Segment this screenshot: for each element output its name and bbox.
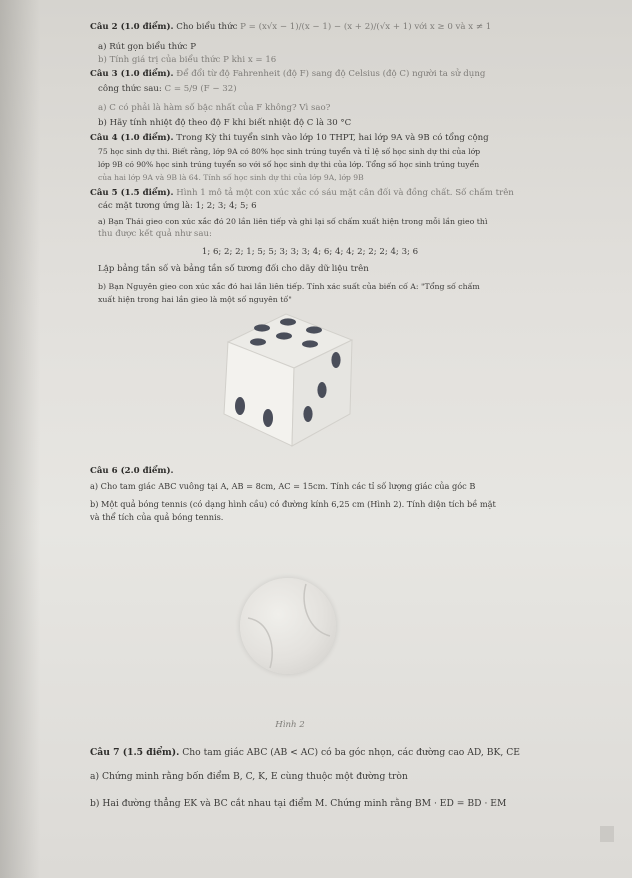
die-pip [276, 332, 292, 339]
q4-text4: của hai lớp 9A và 9B là 64. Tính số học sinh dự thi của lớp 9A, lớp 9B [98, 173, 364, 182]
q4-text3: lớp 9B có 90% học sinh trúng tuyển so với số học sinh dự thi của lớp. Tổng số học sinh trúng tuyển [98, 160, 480, 169]
die-pip [280, 318, 296, 325]
q4-line1 [90, 133, 489, 144]
q4-heading: Câu 4 (1.0 điểm). [90, 133, 174, 143]
q6-heading [90, 466, 174, 477]
q3-part-a: a) C có phải là hàm số bậc nhất của F không? Vì sao? [98, 103, 331, 113]
q5-part-b1: b) Bạn Nguyên gieo con xúc xắc đó hai lần liên tiếp. Tính xác suất của biến cố A: "Tổng số chấm [98, 282, 480, 291]
q7-part-a: a) Chứng minh rằng bốn điểm B, C, K, E cùng thuộc một đường tròn [90, 771, 408, 782]
q4-text2: 75 học sinh dự thi. Biết rằng, lớp 9A có 80% học sinh trúng tuyển và tỉ lệ số học sinh dự thi của lớp [98, 147, 481, 156]
q3-intro2: công thức sau: [98, 84, 162, 94]
die-pip [254, 324, 270, 331]
q3-intro-cont [98, 84, 237, 95]
q3-formula: C = 5/9 (F − 32) [164, 84, 237, 94]
page-shadow [0, 0, 40, 878]
die-pip [235, 397, 245, 415]
die-pip [303, 406, 312, 422]
dice-illustration [214, 310, 364, 450]
q5-heading: Câu 5 (1.5 điểm). [90, 188, 174, 198]
q6-part-b1: b) Một quả bóng tennis (có dạng hình cầu) có đường kính 6,25 cm (Hình 2). Tính diện tích bề mặt [90, 499, 496, 509]
q5-text1: Hình 1 mô tả một con xúc xắc có sáu mặt cân đối và đồng chất. Số chấm trên [176, 188, 514, 198]
q7-intro: Cho tam giác ABC (AB < AC) có ba góc nhọn, các đường cao AD, BK, CE [182, 747, 520, 758]
q5-line1 [90, 188, 514, 199]
die-pip [302, 340, 318, 347]
die-pip [263, 409, 273, 427]
page-corner-mark [600, 826, 614, 842]
tennis-ball-seam [240, 578, 336, 674]
q2-intro: Cho biểu thức [176, 22, 238, 32]
q7-part-b: b) Hai đường thẳng EK và BC cắt nhau tại điểm M. Chứng minh rằng BM · ED = BD · EM [90, 798, 507, 809]
q7-line1 [90, 747, 520, 758]
q6-heading-text: Câu 6 (2.0 điểm). [90, 466, 174, 476]
q5-part-a3: Lập bảng tần số và bảng tần số tương đối cho dãy dữ liệu trên [98, 264, 369, 274]
tennis-ball-illustration [240, 578, 336, 674]
die-pip [317, 382, 326, 398]
q5-text2: các mặt tương ứng là: 1; 2; 3; 4; 5; 6 [98, 201, 257, 211]
figure-2-caption: Hình 2 [275, 720, 305, 730]
q3-line [90, 69, 485, 80]
q5-part-b2: xuất hiện trong hai lần gieo là một số nguyên tố" [98, 295, 292, 304]
die-pip [331, 352, 340, 368]
q7-heading: Câu 7 (1.5 điểm). [90, 747, 180, 758]
q3-part-b: b) Hãy tính nhiệt độ theo độ F khi biết nhiệt độ C là 30 °C [98, 118, 352, 128]
die-pip [306, 326, 322, 333]
q4-text1: Trong Kỳ thi tuyển sinh vào lớp 10 THPT, hai lớp 9A và 9B có tổng cộng [176, 133, 489, 143]
q5-part-a1: a) Bạn Thái gieo con xúc xắc đó 20 lần liên tiếp và ghi lại số chấm xuất hiện trong mỗi lần gieo thì [98, 217, 488, 226]
q5-sequence: 1; 6; 2; 2; 1; 5; 5; 3; 3; 3; 4; 6; 4; 4; 2; 2; 2; 4; 3; 6 [201, 247, 419, 257]
q3-intro: Để đổi từ độ Fahrenheit (độ F) sang độ Celsius (độ C) người ta sử dụng [176, 69, 486, 79]
q6-part-b2: và thể tích của quả bóng tennis. [90, 512, 224, 522]
die-pip [250, 338, 266, 345]
q3-heading: Câu 3 (1.0 điểm). [90, 69, 174, 79]
q2-part-a: a) Rút gọn biểu thức P [98, 42, 196, 52]
q6-part-a: a) Cho tam giác ABC vuông tại A, AB = 8cm, AC = 15cm. Tính các tỉ số lượng giác của góc B [90, 481, 476, 491]
q2-part-b: b) Tính giá trị của biểu thức P khi x = 16 [98, 55, 277, 65]
q5-part-a2: thu được kết quả như sau: [98, 229, 212, 239]
q2-heading: Câu 2 (1.0 điểm). [90, 22, 174, 32]
q2-line [90, 22, 491, 33]
q2-expression: P = (x√x − 1)/(x − 1) − (x + 2)/(√x + 1) với x ≥ 0 và x ≠ 1 [240, 22, 492, 32]
